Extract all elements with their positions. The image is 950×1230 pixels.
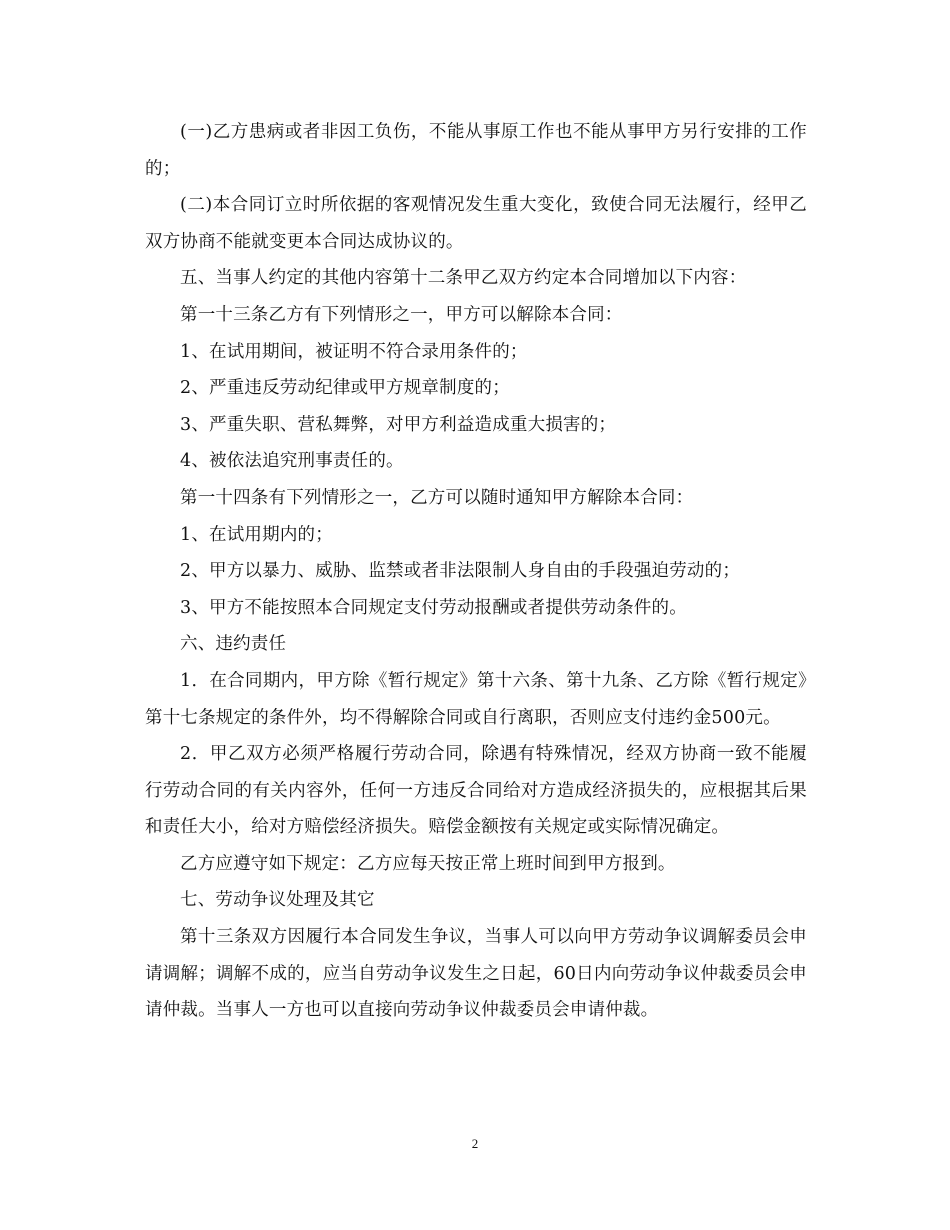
list-item: 2、甲方以暴力、威胁、监禁或者非法限制人身自由的手段强迫劳动的； bbox=[180, 561, 741, 582]
paragraph: (二)本合同订立时所依据的客观情况发生重大变化，致使合同无法履行，经甲乙双方协商不能就变更本合同达成协议的。 bbox=[145, 195, 807, 252]
paragraph: 第一十四条有下列情形之一，乙方可以随时通知甲方解除本合同： bbox=[180, 487, 694, 508]
page-number: 2 bbox=[471, 1136, 479, 1151]
list-item: 3、甲方不能按照本合同规定支付劳动报酬或者提供劳动条件的。 bbox=[180, 597, 687, 618]
paragraph: 2．甲乙双方必须严格履行劳动合同，除遇有特殊情况，经双方协商一致不能履行劳动合同的有关内容外，任何一方违反合同给对方造成经济损失的，应根据其后果和责任大小，给对方赔偿经济损失。赔偿金额按有关规定或实际情况确定。 bbox=[145, 744, 807, 838]
list-item: 3、严重失职、营私舞弊，对甲方利益造成重大损害的； bbox=[180, 414, 617, 435]
document-body bbox=[145, 114, 807, 1029]
paragraph: 1．在合同期内，甲方除《暂行规定》第十六条、第十九条、乙方除《暂行规定》第十七条规定的条件外，均不得解除合同或自行离职，否则应支付违约金500元。 bbox=[145, 670, 807, 728]
list-item: 4、被依法追究刑事责任的。 bbox=[180, 451, 404, 472]
paragraph: 第十三条双方因履行本合同发生争议，当事人可以向甲方劳动争议调解委员会申请调解；调解不成的，应当自劳动争议发生之日起，60日内向劳动争议仲裁委员会申请仲裁。当事人一方也可以直接向劳动争议仲裁委员会申请仲裁。 bbox=[145, 927, 807, 1021]
paragraph: 五、当事人约定的其他内容第十二条甲乙双方约定本合同增加以下内容： bbox=[180, 268, 747, 289]
section-heading: 七、劳动争议处理及其它 bbox=[180, 890, 375, 911]
list-item: 1、在试用期内的； bbox=[180, 524, 333, 545]
list-item: 2、严重违反劳动纪律或甲方规章制度的； bbox=[180, 378, 510, 399]
paragraph: (一)乙方患病或者非因工负伤，不能从事原工作也不能从事甲方另行安排的工作的； bbox=[145, 122, 807, 179]
paragraph: 乙方应遵守如下规定：乙方应每天按正常上班时间到甲方报到。 bbox=[180, 853, 676, 874]
paragraph: 第一十三条乙方有下列情形之一，甲方可以解除本合同： bbox=[180, 304, 623, 325]
section-heading: 六、违约责任 bbox=[180, 634, 287, 655]
list-item: 1、在试用期间，被证明不符合录用条件的； bbox=[180, 341, 528, 362]
